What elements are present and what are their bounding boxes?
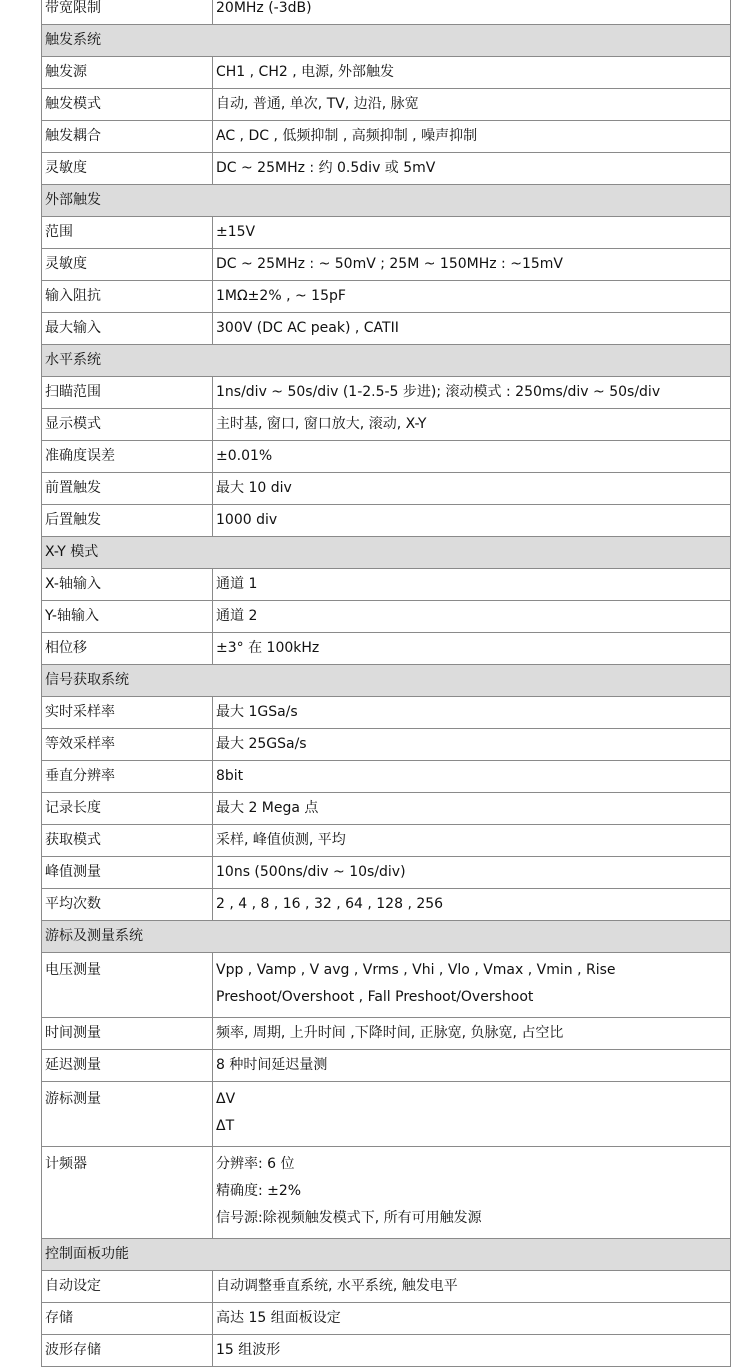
spec-row [42,441,731,473]
spec-row [42,633,731,665]
section-header-row [42,1239,731,1271]
spec-label: 前置触发 [42,473,213,505]
spec-label: 游标测量 [42,1082,213,1147]
spec-label: 触发源 [42,57,213,89]
spec-row [42,761,731,793]
spec-value: 采样, 峰值侦测, 平均 [213,825,731,857]
spec-value: 1MΩ±2% , ~ 15pF [213,281,731,313]
spec-row [42,249,731,281]
spec-value [213,953,731,1018]
spec-label: 延迟测量 [42,1050,213,1082]
spec-value: CH1 , CH2 , 电源, 外部触发 [213,57,731,89]
spec-label: 显示模式 [42,409,213,441]
spec-value-line: ΔV [216,1091,236,1107]
spec-row [42,1018,731,1050]
spec-label: 后置触发 [42,505,213,537]
spec-value: 15 组波形 [213,1335,731,1367]
spec-label: 最大输入 [42,313,213,345]
spec-value: 最大 10 div [213,473,731,505]
section-header-row [42,537,731,569]
spec-value: ±0.01% [213,441,731,473]
spec-label: 计频器 [42,1147,213,1239]
section-header: 游标及测量系统 [42,921,731,953]
spec-value: ±15V [213,217,731,249]
spec-value: 8bit [213,761,731,793]
spec-value-line: Vpp , Vamp , V avg , Vrms , Vhi , Vlo , Vmax , Vmin , Rise [216,962,616,978]
spec-label: X-轴输入 [42,569,213,601]
section-header-row [42,345,731,377]
spec-value: 通道 2 [213,601,731,633]
spec-label: 实时采样率 [42,697,213,729]
spec-row [42,313,731,345]
spec-label: 带宽限制 [42,0,213,25]
spec-label: 时间测量 [42,1018,213,1050]
spec-value: 1000 div [213,505,731,537]
spec-value: DC ~ 25MHz : 约 0.5div 或 5mV [213,153,731,185]
spec-label: 触发模式 [42,89,213,121]
spec-row [42,473,731,505]
spec-value: 8 种时间延迟量测 [213,1050,731,1082]
spec-row [42,601,731,633]
spec-row [42,1082,731,1147]
spec-value-line: ΔT [216,1118,235,1134]
spec-value: 自动, 普通, 单次, TV, 边沿, 脉宽 [213,89,731,121]
spec-value-line: 分辨率: 6 位 [216,1156,295,1172]
spec-label: 灵敏度 [42,153,213,185]
section-header: 外部触发 [42,185,731,217]
spec-table [41,0,731,1367]
spec-label: Y-轴输入 [42,601,213,633]
spec-label: 存储 [42,1303,213,1335]
spec-label: 扫瞄范围 [42,377,213,409]
spec-label: 等效采样率 [42,729,213,761]
spec-value: DC ~ 25MHz : ~ 50mV ; 25M ~ 150MHz : ~15mV [213,249,731,281]
section-header: 控制面板功能 [42,1239,731,1271]
spec-value: 最大 25GSa/s [213,729,731,761]
spec-label: 记录长度 [42,793,213,825]
spec-value: ±3° 在 100kHz [213,633,731,665]
section-header: 水平系统 [42,345,731,377]
section-header-row [42,185,731,217]
spec-row [42,0,731,25]
spec-label: 平均次数 [42,889,213,921]
spec-label: 范围 [42,217,213,249]
spec-label: 峰值测量 [42,857,213,889]
spec-label: 相位移 [42,633,213,665]
spec-value: 20MHz (-3dB) [213,0,731,25]
spec-value: 10ns (500ns/div ~ 10s/div) [213,857,731,889]
section-header-row [42,25,731,57]
spec-row [42,953,731,1018]
spec-label: 波形存储 [42,1335,213,1367]
spec-value: AC , DC , 低频抑制 , 高频抑制 , 噪声抑制 [213,121,731,153]
spec-value-line: Preshoot/Overshoot , Fall Preshoot/Overshoot [216,989,534,1005]
spec-label: 准确度误差 [42,441,213,473]
spec-row [42,1335,731,1367]
spec-row [42,505,731,537]
spec-row [42,409,731,441]
spec-row [42,793,731,825]
spec-row [42,1303,731,1335]
spec-value: 频率, 周期, 上升时间 ,下降时间, 正脉宽, 负脉宽, 占空比 [213,1018,731,1050]
spec-value [213,1082,731,1147]
spec-value-line: 精确度: ±2% [216,1183,302,1199]
spec-row [42,697,731,729]
spec-row [42,153,731,185]
spec-value: 最大 2 Mega 点 [213,793,731,825]
spec-value: 自动调整垂直系统, 水平系统, 触发电平 [213,1271,731,1303]
section-header: 信号获取系统 [42,665,731,697]
section-header-row [42,921,731,953]
section-header: 触发系统 [42,25,731,57]
section-header: X-Y 模式 [42,537,731,569]
spec-row [42,1147,731,1239]
spec-value: 主时基, 窗口, 窗口放大, 滚动, X-Y [213,409,731,441]
spec-value: 300V (DC AC peak) , CATII [213,313,731,345]
spec-value: 1ns/div ~ 50s/div (1-2.5-5 步进); 滚动模式 : 250ms/div ~ 50s/div [213,377,731,409]
spec-row [42,121,731,153]
section-header-row [42,665,731,697]
spec-label: 电压测量 [42,953,213,1018]
spec-label: 触发耦合 [42,121,213,153]
spec-value: 最大 1GSa/s [213,697,731,729]
spec-value [213,1147,731,1239]
spec-row [42,1271,731,1303]
spec-label: 输入阻抗 [42,281,213,313]
spec-row [42,217,731,249]
spec-row [42,569,731,601]
spec-label: 获取模式 [42,825,213,857]
spec-row [42,89,731,121]
spec-row [42,857,731,889]
spec-row [42,377,731,409]
spec-value: 2 , 4 , 8 , 16 , 32 , 64 , 128 , 256 [213,889,731,921]
spec-row [42,281,731,313]
spec-value-line: 信号源:除视频触发模式下, 所有可用触发源 [216,1210,482,1226]
spec-label: 灵敏度 [42,249,213,281]
spec-row [42,825,731,857]
spec-label: 自动设定 [42,1271,213,1303]
spec-label: 垂直分辨率 [42,761,213,793]
spec-value: 通道 1 [213,569,731,601]
spec-value: 高达 15 组面板设定 [213,1303,731,1335]
spec-row [42,1050,731,1082]
spec-row [42,57,731,89]
spec-row [42,889,731,921]
spec-row [42,729,731,761]
spec-table-body [42,0,731,1367]
